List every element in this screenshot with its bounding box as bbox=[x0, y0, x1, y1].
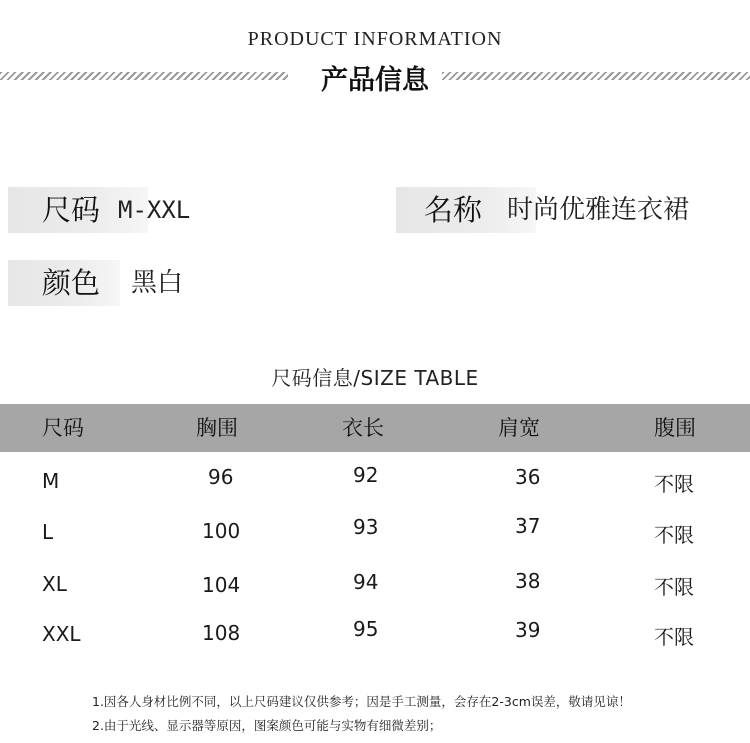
column-header-size: 尺码 bbox=[42, 416, 84, 440]
column-header-shoulder: 肩宽 bbox=[498, 416, 540, 440]
column-header-length: 衣长 bbox=[342, 416, 384, 440]
table-cell-shoulder: 36 bbox=[515, 465, 541, 489]
table-cell-bust: 108 bbox=[202, 621, 241, 645]
size-table-title: 尺码信息/SIZE TABLE bbox=[271, 366, 479, 390]
table-cell-waist: 不限 bbox=[654, 575, 694, 599]
name-label: 名称 bbox=[396, 187, 536, 233]
table-cell-size: L bbox=[42, 520, 54, 544]
color-label: 颜色 bbox=[8, 260, 120, 306]
column-header-waist: 腹围 bbox=[654, 416, 696, 440]
table-cell-size: XL bbox=[42, 572, 67, 596]
table-cell-shoulder: 38 bbox=[515, 569, 541, 593]
table-cell-size: XXL bbox=[42, 622, 81, 646]
color-value: 黑白 bbox=[131, 268, 184, 298]
note-measurement: 1.因各人身材比例不同，以上尺码建议仅供参考；因是手工测量，会存在2-3cm误差，敬请见谅！ bbox=[92, 694, 631, 709]
table-cell-waist: 不限 bbox=[654, 523, 694, 547]
table-cell-length: 92 bbox=[353, 463, 379, 487]
table-cell-shoulder: 39 bbox=[515, 618, 541, 642]
product-info-heading: 产品信息 bbox=[321, 65, 429, 96]
table-cell-size: M bbox=[42, 469, 60, 493]
size-label: 尺码 bbox=[8, 187, 148, 233]
name-value: 时尚优雅连衣裙 bbox=[507, 195, 690, 225]
table-cell-bust: 100 bbox=[202, 519, 241, 543]
table-cell-length: 94 bbox=[353, 570, 379, 594]
table-cell-shoulder: 37 bbox=[515, 514, 541, 538]
table-cell-waist: 不限 bbox=[654, 472, 694, 496]
table-cell-bust: 104 bbox=[202, 573, 241, 597]
note-color-difference: 2.由于光线、显示器等原因，图案颜色可能与实物有细微差别； bbox=[92, 718, 442, 733]
product-information-title: PRODUCT INFORMATION bbox=[247, 28, 503, 50]
column-header-bust: 胸围 bbox=[196, 416, 238, 440]
table-cell-length: 93 bbox=[353, 515, 379, 539]
table-cell-bust: 96 bbox=[208, 465, 234, 489]
table-cell-length: 95 bbox=[353, 617, 379, 641]
size-value: M-XXL bbox=[118, 196, 191, 224]
table-cell-waist: 不限 bbox=[654, 625, 694, 649]
